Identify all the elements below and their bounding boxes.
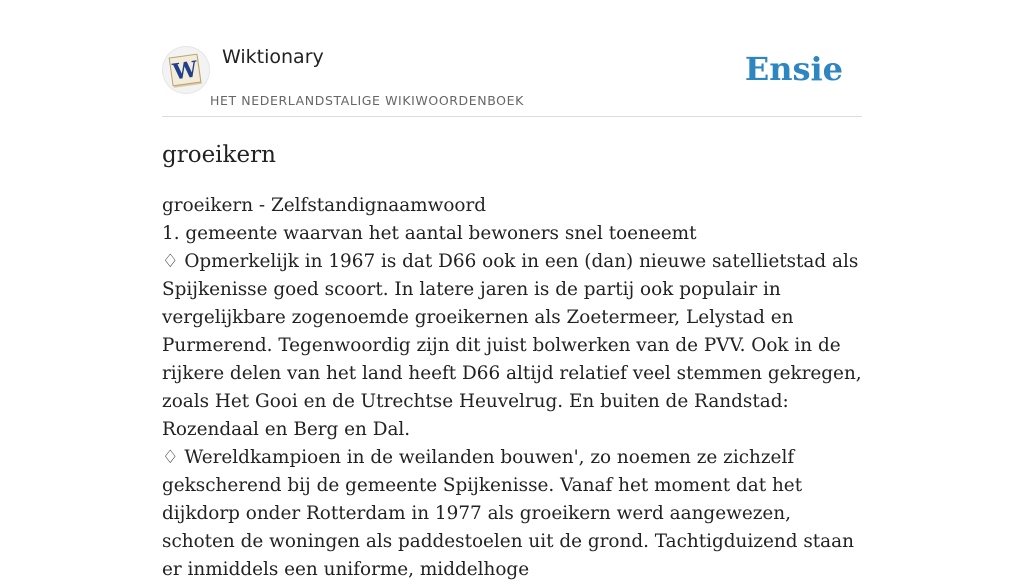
entry-heading: groeikern - Zelfstandignaamwoord [162,195,487,216]
logo-tile-graphic [162,46,210,94]
entry-content [162,192,866,584]
entry-definition: 1. gemeente waarvan het aantal bewoners snel toeneemt [162,223,697,244]
example-sentence-2: ♢ Wereldkampioen in de weilanden bouwen', zo noemen ze zichzelf gekscherend bij de gemeente Spijkenisse. Vanaf het moment dat het dijkdorp onder Rotterdam in 1977 als groeikern werd aangewezen, schoten de woningen als paddestoelen uit de grond. Tachtigduizend staan er inmiddels een uniforme, middelhoge [162,447,854,580]
site-tagline: HET NEDERLANDSTALIGE WIKIWOORDENBOEK [210,93,524,108]
site-name[interactable]: Wiktionary [222,46,324,68]
logo-letter: W [171,56,200,86]
brand-logo[interactable]: Ensie [744,50,843,88]
wiktionary-logo-icon[interactable] [162,46,210,94]
example-sentence-1: ♢ Opmerkelijk in 1967 is dat D66 ook in een (dan) nieuwe satellietstad als Spijkenisse goed scoort. In latere jaren is de partij ook populair in vergelijkbare zogenoemde groeikernen als Zoetermeer, Lelystad en Purmerend. Tegenwoordig zijn dit juist bolwerken van de PVV. Ook in de rijkere delen van het land heeft D66 altijd relatief veel stemmen gekregen, zoals Het Gooi en de Utrechtse Heuvelrug. En buiten de Randstad: Rozendaal en Berg en Dal. [162,251,862,440]
page-title: groeikern [162,142,276,168]
site-header [162,40,862,117]
